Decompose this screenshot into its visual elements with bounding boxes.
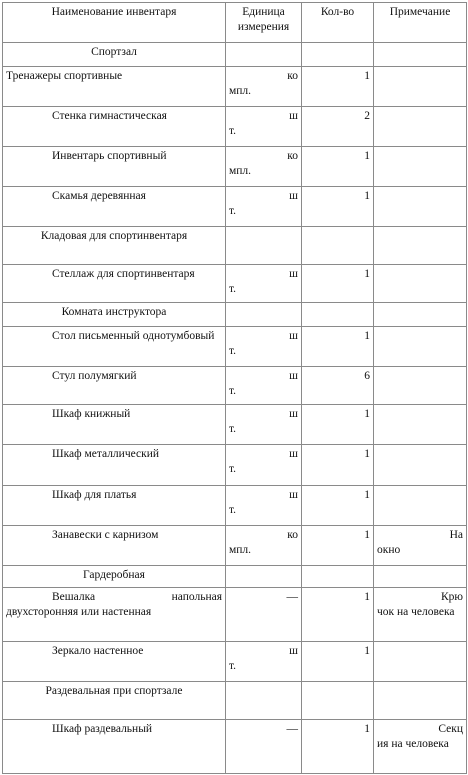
item-qty: 2 [302,107,374,147]
item-qty: 1 [302,641,374,681]
item-unit: ш т. [226,265,302,303]
item-name: Шкаф для платья [3,485,226,525]
item-unit: ко мпл. [226,67,302,107]
header-name: Наименование инвентаря [3,3,226,43]
item-name: Шкаф книжный [3,405,226,445]
item-note [374,367,467,405]
item-note: Крю чок на человека [374,587,467,641]
item-name: Стул полумягкий [3,367,226,405]
item-note [374,67,467,107]
inventory-table [2,2,467,774]
section-row [3,565,467,587]
item-qty: 1 [302,327,374,367]
item-qty: 1 [302,485,374,525]
item-unit: ко мпл. [226,147,302,187]
section-row [3,303,467,327]
item-qty: 1 [302,265,374,303]
item-unit: — [226,587,302,641]
item-name: Вешалка напольная двухсторонняя или настенная [3,587,226,641]
table-row [3,327,467,367]
item-name: Инвентарь спортивный [3,147,226,187]
table-row [3,265,467,303]
item-qty: 1 [302,525,374,565]
item-qty: 1 [302,405,374,445]
table-row [3,485,467,525]
table-row [3,107,467,147]
item-qty: 1 [302,587,374,641]
section-row [3,227,467,265]
item-name: Занавески с карнизом [3,525,226,565]
item-name: Стол письменный однотумбовый [3,327,226,367]
item-unit: ш т. [226,187,302,227]
item-qty: 1 [302,187,374,227]
table-row [3,719,467,773]
item-note [374,265,467,303]
item-note [374,405,467,445]
item-name: Стенка гимнастическая [3,107,226,147]
table-row [3,445,467,485]
item-note [374,147,467,187]
item-qty: 1 [302,445,374,485]
item-name: Шкаф металлический [3,445,226,485]
item-qty: 1 [302,719,374,773]
item-note: На окно [374,525,467,565]
table-row [3,641,467,681]
table-row [3,367,467,405]
item-note [374,641,467,681]
item-qty: 1 [302,147,374,187]
item-note: Секц ия на человека [374,719,467,773]
table-row [3,67,467,107]
item-note [374,485,467,525]
item-unit: ш т. [226,405,302,445]
section-row [3,681,467,719]
item-qty: 1 [302,67,374,107]
section-row [3,43,467,67]
item-name: Шкаф раздевальный [3,719,226,773]
item-name: Зеркало настенное [3,641,226,681]
item-note [374,107,467,147]
header-unit: Единица измерения [226,3,302,43]
item-note [374,445,467,485]
item-unit: — [226,719,302,773]
item-unit: ш т. [226,107,302,147]
item-note [374,187,467,227]
item-unit: ш т. [226,367,302,405]
item-qty: 6 [302,367,374,405]
table-row [3,405,467,445]
item-unit: ко мпл. [226,525,302,565]
header-qty: Кол-во [302,3,374,43]
table-row [3,147,467,187]
section-title: Комната инструктора [3,303,226,327]
table-row [3,187,467,227]
item-unit: ш т. [226,641,302,681]
item-name: Стеллаж для спортинвентаря [3,265,226,303]
section-title: Кладовая для спортинвентаря [3,227,226,265]
item-unit: ш т. [226,445,302,485]
table-row [3,587,467,641]
item-name: Тренажеры спортивные [3,67,226,107]
header-row [3,3,467,43]
section-title: Раздевальная при спортзале [3,681,226,719]
section-title: Спортзал [3,43,226,67]
item-name: Скамья деревянная [3,187,226,227]
item-unit: ш т. [226,327,302,367]
section-title: Гардеробная [3,565,226,587]
item-note [374,327,467,367]
table-row [3,525,467,565]
header-note: Примечание [374,3,467,43]
item-unit: ш т. [226,485,302,525]
